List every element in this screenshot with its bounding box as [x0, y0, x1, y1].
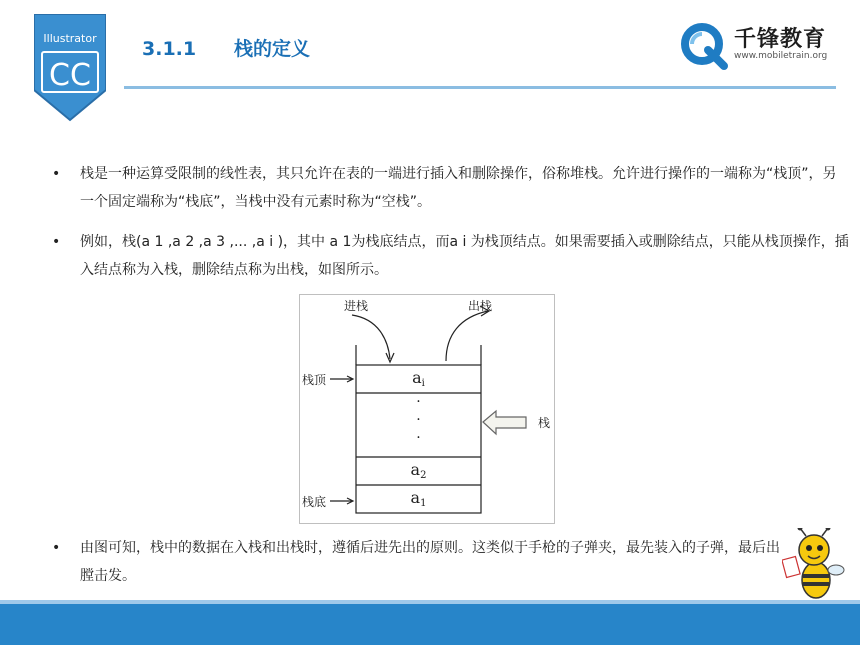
cell-top — [356, 368, 481, 389]
stack-label: 栈 — [538, 416, 551, 430]
cell-1-sub: 1 — [420, 498, 427, 509]
cell-top-base: a — [412, 368, 422, 387]
header-divider — [124, 86, 836, 89]
bee-mascot-icon — [782, 528, 846, 604]
brand-logo — [678, 20, 848, 70]
cell-dots — [356, 393, 481, 447]
badge-line2: CC — [49, 58, 91, 93]
section-title: 栈的定义 — [234, 38, 311, 60]
cell-2-base: a — [410, 460, 421, 479]
badge-line1: Illustrator — [43, 32, 97, 45]
cell-2 — [356, 460, 481, 481]
bullet-marker: • — [52, 540, 61, 556]
push-label: 进栈 — [344, 299, 369, 313]
bullet-marker: • — [52, 166, 61, 182]
logo-name: 千锋教育 — [734, 27, 827, 52]
bullet-text: 栈是一种运算受限制的线性表，其只允许在表的一端进行插入和删除操作，俗称堆栈。允许进行操作的一端称为“栈顶”，另一个固定端称为“栈底”，当栈中没有元素时称为“空栈”。 — [80, 166, 837, 210]
bullet-text: 例如，栈(a 1 ,a 2 ,a 3 ,... ,a i )，其中 a 1为栈底结点，而a i 为栈顶结点。如果需要插入或删除结点，只能从栈顶操作，插入结点称为入栈，删除结点称为出栈，如图所示。 — [80, 234, 849, 278]
cell-top-sub: i — [421, 378, 425, 389]
illustrator-cc-badge — [34, 14, 106, 122]
bottom-label: 栈底 — [302, 495, 327, 509]
footer-bar — [0, 604, 860, 645]
dot: · — [416, 412, 421, 428]
dot: · — [416, 394, 421, 410]
top-label: 栈顶 — [302, 373, 327, 387]
dot: · — [416, 430, 421, 446]
bullet-marker: • — [52, 234, 61, 250]
bullet-text: 由图可知，栈中的数据在入栈和出栈时，遵循后进先出的原则。这类似于手枪的子弹夹，最先装入的子弹，最后出膛击发。 — [80, 540, 780, 584]
stack-diagram — [299, 294, 555, 524]
cell-1 — [356, 488, 481, 509]
logo-q-icon — [678, 20, 730, 70]
page-title — [142, 34, 310, 61]
pop-label: 出栈 — [468, 299, 493, 313]
logo-url: www.mobiletrain.org — [734, 51, 828, 61]
cell-2-sub: 2 — [420, 470, 427, 481]
cell-1-base: a — [410, 488, 421, 507]
bee-mascot-image — [782, 528, 846, 604]
section-number: 3.1.1 — [142, 38, 197, 60]
